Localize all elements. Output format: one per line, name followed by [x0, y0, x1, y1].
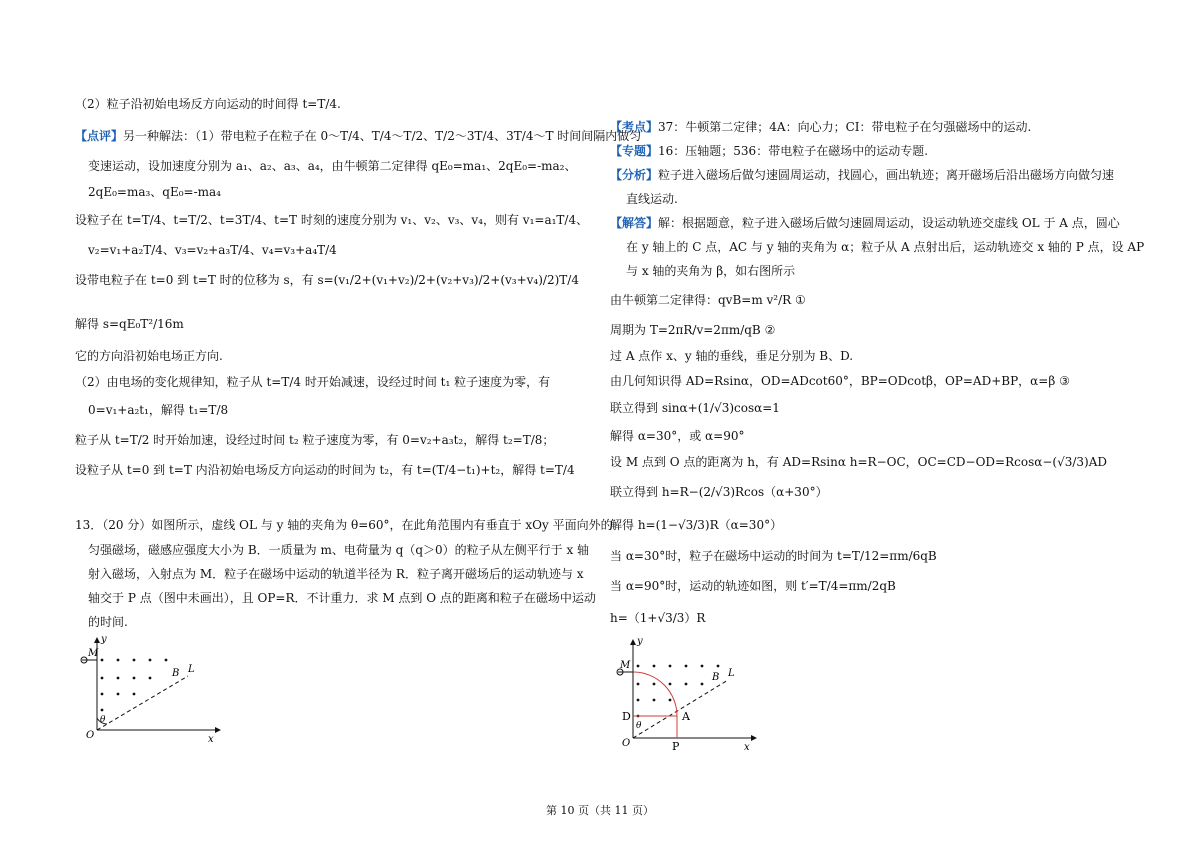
text-line: 在 y 轴上的 C 点，AC 与 y 轴的夹角为 α；粒子从 A 点射出后，运动轨迹交 x 轴的 P 点，设 AP [626, 240, 1145, 254]
label-y: y [637, 636, 643, 647]
text-line: 解得 α=30°，或 α=90° [610, 429, 745, 443]
label-D: D [622, 710, 631, 723]
text-line: 过 A 点作 x、y 轴的垂线，垂足分别为 B、D. [610, 349, 854, 363]
fenxi-tag: 【分析】 [610, 168, 659, 182]
text-line: 另一种解法：（1）带电粒子在粒子在 0～T/4、T/4～T/2、T/2～3T/4、3T/4～T 时间间隔内做匀 [123, 129, 642, 143]
text-line: 由牛顿第二定律得：qvB=m v²/R ① [610, 293, 806, 307]
problem-line: 13．（20 分）如图所示，虚线 OL 与 y 轴的夹角为 θ=60°，在此角范围内有垂直于 xOy 平面向外的 [75, 518, 613, 532]
text-line: 解得 s=qE₀T²/16m [75, 317, 184, 331]
text-line: 联立得到 h=R−(2/√3)Rcos（α+30°） [610, 485, 828, 499]
text-line: 设粒子在 t=T/4、t=T/2、t=3T/4、t=T 时刻的速度分别为 v₁、v₂、v₃、v₄，则有 v₁=a₁T/4、 [75, 213, 589, 227]
text-line: 直线运动. [626, 192, 678, 206]
remark-tag: 【点评】 [75, 129, 124, 143]
problem-line: 匀强磁场，磁感应强度大小为 B．一质量为 m、电荷量为 q（q＞0）的粒子从左侧平行于 x 轴 [88, 543, 590, 557]
label-L: L [188, 664, 195, 675]
problem-line: 射入磁场，入射点为 M．粒子在磁场中运动的轨道半径为 R．粒子离开磁场后的运动轨迹与 x [88, 567, 584, 581]
kaodian-line: 【考点】37：牛顿第二定律；4A：向心力；CI：带电粒子在匀强磁场中的运动. [610, 120, 1032, 134]
text-line: 设带电粒子在 t=0 到 t=T 时的位移为 s，有 s=(v₁/2+(v₁+v₂)/2+(v₂+v₃)/2+(v₃+v₄)/2)T/4 [75, 273, 579, 287]
label-P: P [672, 740, 680, 753]
remark-line [75, 128, 641, 144]
solution-figure [616, 634, 776, 756]
page-footer: 第 10 页（共 11 页） [546, 804, 654, 817]
text-line: 周期为 T=2πR/v=2πm/qB ② [610, 323, 776, 337]
label-M: M [620, 660, 631, 671]
zhuanti-tag: 【专题】 [610, 144, 659, 158]
field-dots [101, 659, 168, 712]
label-B: B [712, 672, 720, 683]
text-line: 解得 h=(1−√3/3)R（α=30°） [610, 518, 783, 532]
text-line: 与 x 轴的夹角为 β，如右图所示 [626, 264, 796, 278]
label-A: A [682, 710, 690, 723]
label-O: O [622, 738, 631, 749]
kaodian-tag: 【考点】 [610, 120, 659, 134]
jieda-tag: 【解答】 [610, 216, 659, 230]
label-L: L [728, 668, 735, 679]
text-line: （2）由电场的变化规律知，粒子从 t=T/4 时开始减速，设经过时间 t₁ 粒子速度为零，有 [75, 375, 551, 389]
field-dots [637, 665, 720, 718]
fenxi-line: 【分析】粒子进入磁场后做匀速圆周运动，找圆心，画出轨迹；离开磁场后沿出磁场方向做匀速 [610, 168, 1115, 182]
text-line: （2）粒子沿初始电场反方向运动的时间得 t=T/4. [75, 97, 341, 111]
label-y: y [101, 634, 107, 645]
label-M: M [88, 648, 99, 659]
problem-figure [80, 632, 240, 752]
text-line: 联立得到 sinα+(1/√3)cosα=1 [610, 401, 780, 415]
text-line: 0=v₁+a₂t₁，解得 t₁=T/8 [88, 403, 229, 417]
label-theta: θ [100, 715, 106, 725]
label-x: x [208, 734, 214, 745]
text-line: 由几何知识得 AD=Rsinα，OD=ADcot60°，BP=ODcotβ，OP=AD+BP，α=β ③ [610, 374, 1070, 388]
trajectory-arc [633, 672, 677, 716]
line-OL [633, 680, 728, 738]
label-theta: θ [636, 721, 642, 731]
text-line: 当 α=90°时，运动的轨迹如图，则 t′=T/4=πm/2qB [610, 579, 896, 593]
text-line: 设 M 点到 O 点的距离为 h，有 AD=Rsinα h=R−OC，OC=CD−OD=Rcosα−(√3/3)AD [610, 455, 1108, 469]
text-line: h=（1+√3/3）R [610, 611, 706, 625]
text-line: 当 α=30°时，粒子在磁场中运动的时间为 t=T/12=πm/6qB [610, 549, 937, 563]
jieda-line: 【解答】解：根据题意，粒子进入磁场后做匀速圆周运动，设运动轨迹交虚线 OL 于 A 点，圆心 [610, 216, 1120, 230]
line-OL [97, 676, 188, 730]
problem-line: 的时间. [88, 615, 128, 629]
problem-line: 轴交于 P 点（图中未画出），且 OP=R．不计重力．求 M 点到 O 点的距离和粒子在磁场中运动 [88, 591, 596, 605]
label-B: B [172, 668, 180, 679]
text-line: 变速运动，设加速度分别为 a₁、a₂、a₃、a₄，由牛顿第二定律得 qE₀=ma₁、2qE₀=-ma₂、 [88, 159, 577, 173]
text-line: 2qE₀=ma₃、qE₀=-ma₄ [88, 185, 221, 199]
zhuanti-line: 【专题】16：压轴题；536：带电粒子在磁场中的运动专题. [610, 144, 929, 158]
text-line: v₂=v₁+a₂T/4、v₃=v₂+a₃T/4、v₄=v₃+a₄T/4 [88, 243, 337, 257]
text-line: 粒子从 t=T/2 时开始加速，设经过时间 t₂ 粒子速度为零，有 0=v₂+a₃t₂，解得 t₂=T/8； [75, 433, 555, 447]
label-O: O [86, 730, 95, 741]
text-line: 设粒子从 t=0 到 t=T 内沿初始电场反方向运动的时间为 t₂，有 t=(T/4−t₁)+t₂，解得 t=T/4 [75, 463, 575, 477]
label-x: x [744, 742, 750, 753]
text-line: 它的方向沿初始电场正方向. [75, 349, 223, 363]
